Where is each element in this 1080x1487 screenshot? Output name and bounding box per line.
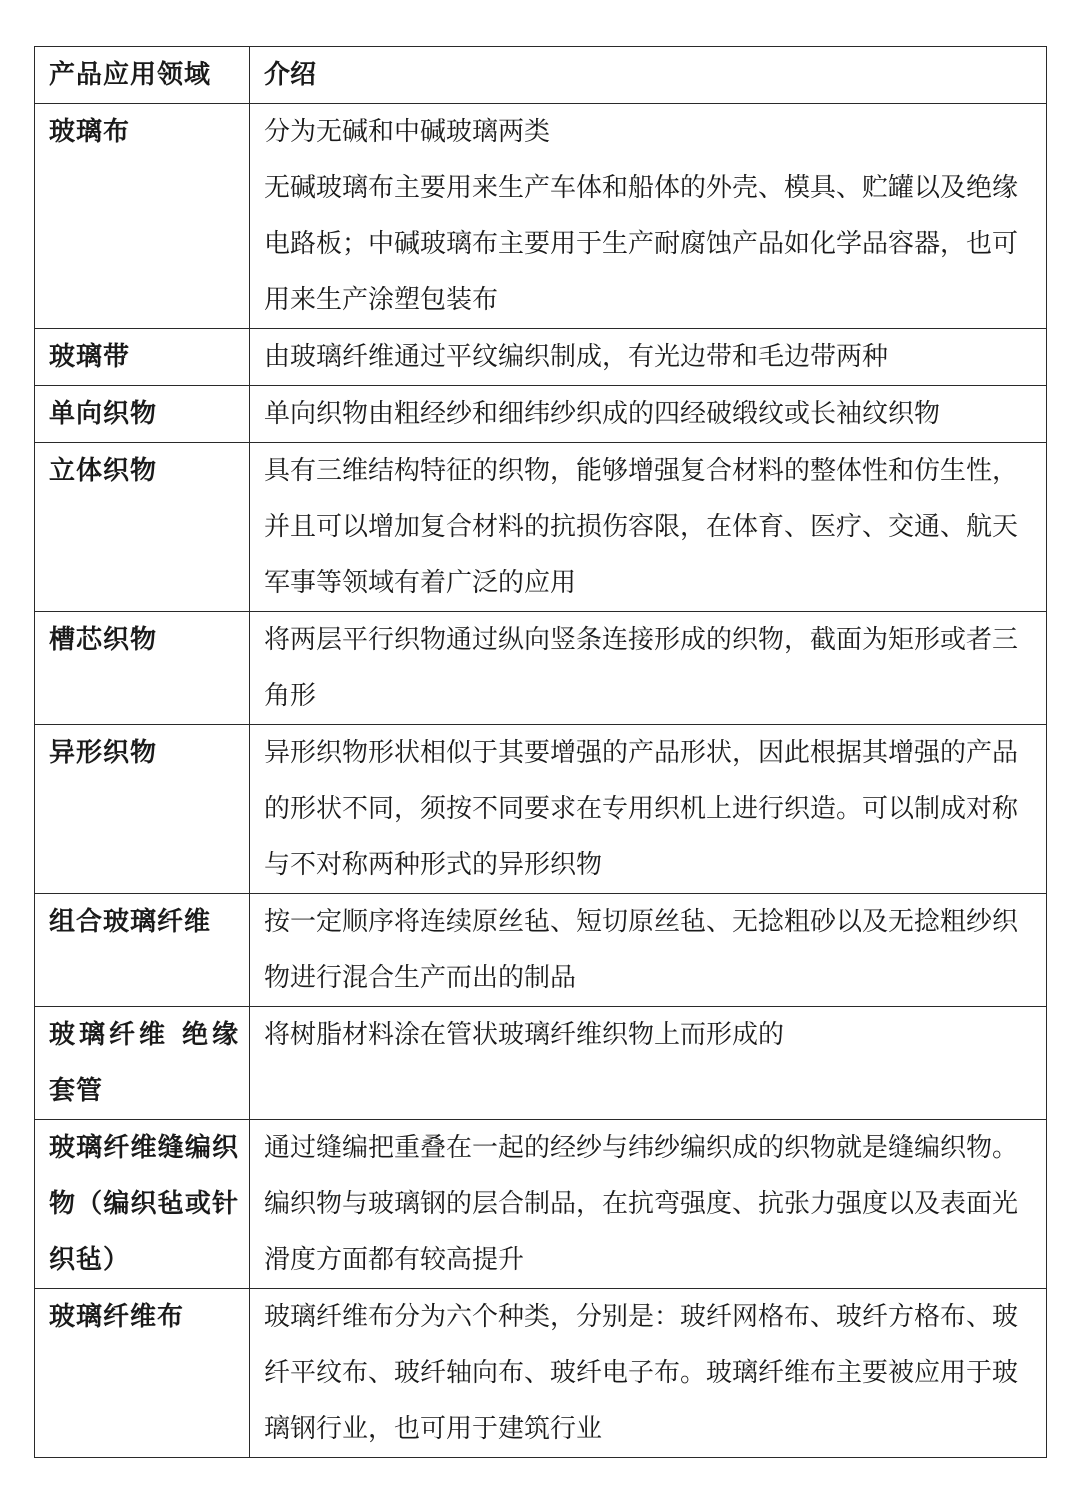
- row-name: 异形织物: [35, 725, 250, 894]
- row-description: 将树脂材料涂在管状玻璃纤维织物上而形成的: [250, 1007, 1047, 1120]
- row-description: 将两层平行织物通过纵向竖条连接形成的织物，截面为矩形或者三角形: [250, 612, 1047, 725]
- header-introduction: 介绍: [250, 47, 1047, 104]
- table-row: [35, 725, 1047, 894]
- header-application-field: 产品应用领域: [35, 47, 250, 104]
- row-name: 单向织物: [35, 386, 250, 443]
- row-description: 具有三维结构特征的织物，能够增强复合材料的整体性和仿生性，并且可以增加复合材料的抗损伤容限，在体育、医疗、交通、航天军事等领域有着广泛的应用: [250, 443, 1047, 612]
- table-row: [35, 386, 1047, 443]
- row-name: 立体织物: [35, 443, 250, 612]
- row-name: 玻璃布: [35, 104, 250, 329]
- row-description: 由玻璃纤维通过平纹编织制成，有光边带和毛边带两种: [250, 329, 1047, 386]
- row-description: 单向织物由粗经纱和细纬纱织成的四经破缎纹或长袖纹织物: [250, 386, 1047, 443]
- row-name: 玻璃带: [35, 329, 250, 386]
- table-row: [35, 1007, 1047, 1120]
- table-header-row: [35, 47, 1047, 104]
- row-description: 分为无碱和中碱玻璃两类 无碱玻璃布主要用来生产车体和船体的外壳、模具、贮罐以及绝缘电路板；中碱玻璃布主要用于生产耐腐蚀产品如化学品容器，也可用来生产涂塑包装布: [250, 104, 1047, 329]
- table-row: [35, 894, 1047, 1007]
- product-application-table: [34, 46, 1047, 1458]
- row-description: 按一定顺序将连续原丝毡、短切原丝毡、无捻粗砂以及无捻粗纱织物进行混合生产而出的制品: [250, 894, 1047, 1007]
- table-row: [35, 329, 1047, 386]
- row-name: 槽芯织物: [35, 612, 250, 725]
- row-name: 组合玻璃纤维: [35, 894, 250, 1007]
- table-row: [35, 612, 1047, 725]
- row-name: 玻璃纤维布: [35, 1289, 250, 1458]
- row-name: 玻璃纤维 绝缘套管: [35, 1007, 250, 1120]
- row-name: 玻璃纤维缝编织物（编织毡或针织毡）: [35, 1120, 250, 1289]
- table-row: [35, 1120, 1047, 1289]
- row-description: 玻璃纤维布分为六个种类，分别是：玻纤网格布、玻纤方格布、玻纤平纹布、玻纤轴向布、玻纤电子布。玻璃纤维布主要被应用于玻璃钢行业，也可用于建筑行业: [250, 1289, 1047, 1458]
- row-description: 通过缝编把重叠在一起的经纱与纬纱编织成的织物就是缝编织物。编织物与玻璃钢的层合制品，在抗弯强度、抗张力强度以及表面光滑度方面都有较高提升: [250, 1120, 1047, 1289]
- row-description: 异形织物形状相似于其要增强的产品形状，因此根据其增强的产品的形状不同，须按不同要求在专用织机上进行织造。可以制成对称与不对称两种形式的异形织物: [250, 725, 1047, 894]
- table-row: [35, 443, 1047, 612]
- table-row: [35, 104, 1047, 329]
- table-row: [35, 1289, 1047, 1458]
